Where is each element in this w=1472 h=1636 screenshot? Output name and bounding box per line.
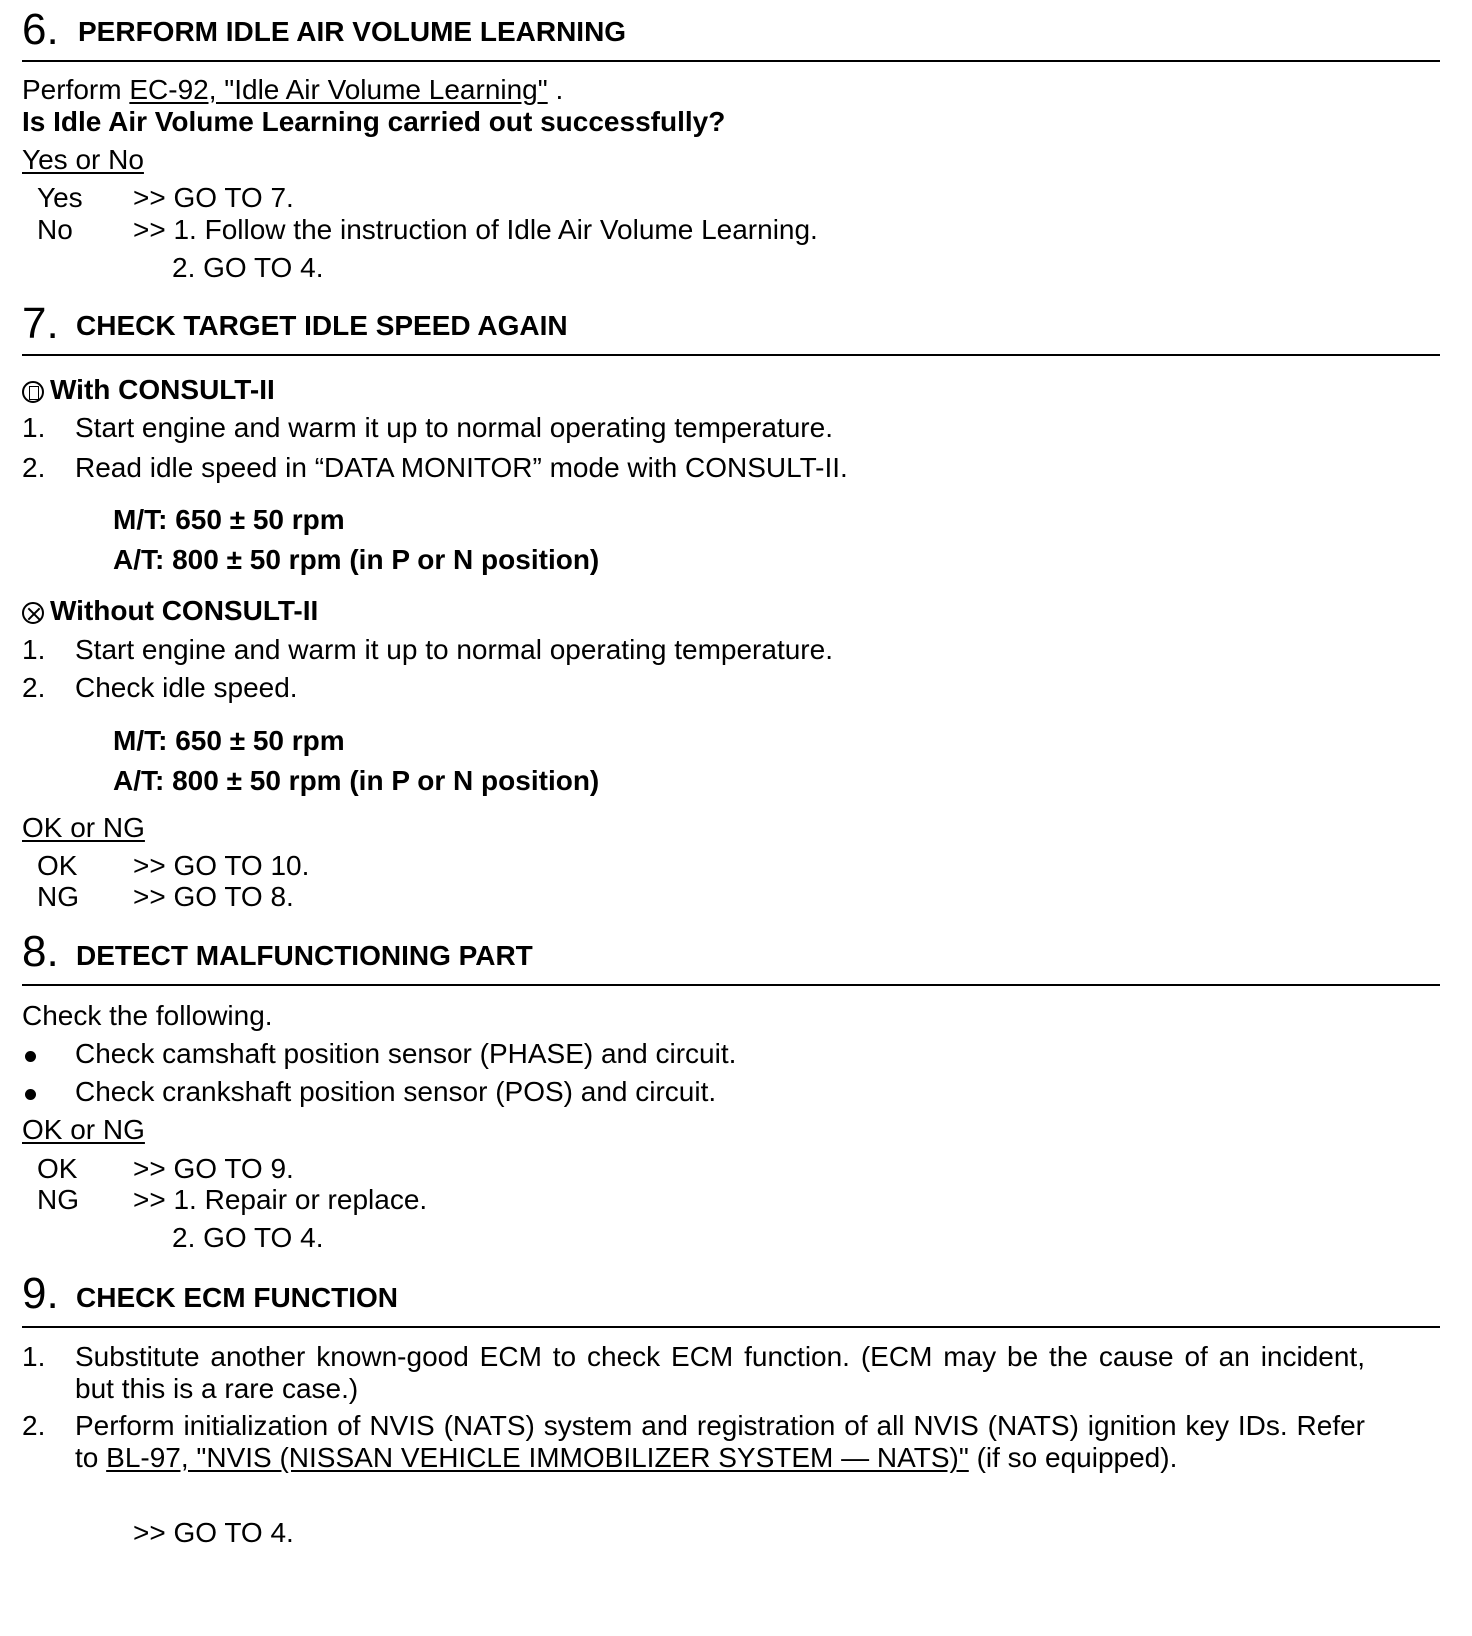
- bullet-item: Check camshaft position sensor (PHASE) and circuit.: [75, 1038, 737, 1069]
- divider: [22, 984, 1440, 986]
- list-item: Start engine and warm it up to normal operating temperature.: [75, 634, 833, 665]
- choice-ok-ng: OK or NG: [22, 1114, 145, 1145]
- step-9-title: CHECK ECM FUNCTION: [76, 1282, 398, 1313]
- step-6-number: 6.: [22, 5, 59, 54]
- step-7-number: 7.: [22, 299, 59, 348]
- ok-label: OK: [37, 1153, 78, 1184]
- yes-label: Yes: [37, 182, 83, 213]
- step-8-number: 8.: [22, 927, 59, 976]
- list-number: 2.: [22, 672, 46, 703]
- divider: [22, 60, 1440, 62]
- without-consult-label: Without CONSULT-II: [50, 595, 319, 626]
- nvis-tail: (if so equipped).: [976, 1442, 1178, 1473]
- step-7-title: CHECK TARGET IDLE SPEED AGAIN: [76, 310, 568, 341]
- period: .: [555, 74, 564, 105]
- ng-result-2: 2. GO TO 4.: [172, 1222, 324, 1253]
- spec-mt: M/T: 650 ± 50 rpm: [113, 725, 345, 756]
- bullet: [25, 1087, 36, 1105]
- check-intro: Check the following.: [22, 1000, 273, 1031]
- ok-label: OK: [37, 850, 78, 881]
- list-number: 2.: [22, 1410, 46, 1441]
- bullet-item: Check crankshaft position sensor (POS) and circuit.: [75, 1076, 717, 1107]
- nvis-text: Perform initialization of NVIS (NATS) system and registration of all NVIS (NATS) ignition key IDs. Refer to: [75, 1410, 1365, 1473]
- spec-at: A/T: 800 ± 50 rpm (in P or N position): [113, 544, 600, 575]
- perform-text: Perform: [22, 74, 122, 105]
- list-item: Read idle speed in “DATA MONITOR” mode with CONSULT-II.: [75, 452, 848, 483]
- no-result-2: 2. GO TO 4.: [172, 252, 324, 283]
- step-8-title: DETECT MALFUNCTIONING PART: [76, 940, 533, 971]
- with-consult-heading: [22, 374, 275, 406]
- list-number: 1.: [22, 1341, 46, 1372]
- with-consult-label: With CONSULT-II: [50, 374, 275, 405]
- step-6-title: PERFORM IDLE AIR VOLUME LEARNING: [78, 16, 627, 47]
- question-6: Is Idle Air Volume Learning carried out successfully?: [22, 106, 726, 137]
- perform-line: [22, 74, 563, 106]
- bullet: [25, 1049, 36, 1067]
- choice-yes-no: Yes or No: [22, 144, 144, 175]
- list-item: [75, 1410, 1365, 1474]
- divider: [22, 354, 1440, 356]
- step-9-number: 9.: [22, 1269, 59, 1318]
- divider: [22, 1326, 1440, 1328]
- no-label: No: [37, 214, 73, 245]
- ng-result: >> GO TO 8.: [133, 881, 294, 912]
- yes-result: >> GO TO 7.: [133, 182, 294, 213]
- without-consult-heading: [22, 595, 318, 627]
- list-item: Substitute another known-good ECM to check ECM function. (ECM may be the cause of an incident, but this is a rare case.): [75, 1341, 1365, 1404]
- no-consult-icon: [22, 602, 44, 624]
- consult-icon: [22, 381, 44, 403]
- bl97-link[interactable]: BL-97, "NVIS (NISSAN VEHICLE IMMOBILIZER SYSTEM — NATS)": [106, 1442, 969, 1473]
- final-result: >> GO TO 4.: [133, 1517, 294, 1548]
- spec-at: A/T: 800 ± 50 rpm (in P or N position): [113, 765, 600, 796]
- list-number: 1.: [22, 634, 46, 665]
- no-result-1: >> 1. Follow the instruction of Idle Air Volume Learning.: [133, 214, 818, 245]
- ok-result: >> GO TO 10.: [133, 850, 310, 881]
- list-number: 2.: [22, 452, 46, 483]
- ng-label: NG: [37, 881, 79, 912]
- list-item: Check idle speed.: [75, 672, 298, 703]
- spec-mt: M/T: 650 ± 50 rpm: [113, 504, 345, 535]
- ok-result: >> GO TO 9.: [133, 1153, 294, 1184]
- ng-result-1: >> 1. Repair or replace.: [133, 1184, 428, 1215]
- choice-ok-ng: OK or NG: [22, 812, 145, 843]
- ng-label: NG: [37, 1184, 79, 1215]
- ec92-link[interactable]: EC-92, "Idle Air Volume Learning": [129, 74, 548, 105]
- list-number: 1.: [22, 412, 46, 443]
- list-item: Start engine and warm it up to normal operating temperature.: [75, 412, 833, 443]
